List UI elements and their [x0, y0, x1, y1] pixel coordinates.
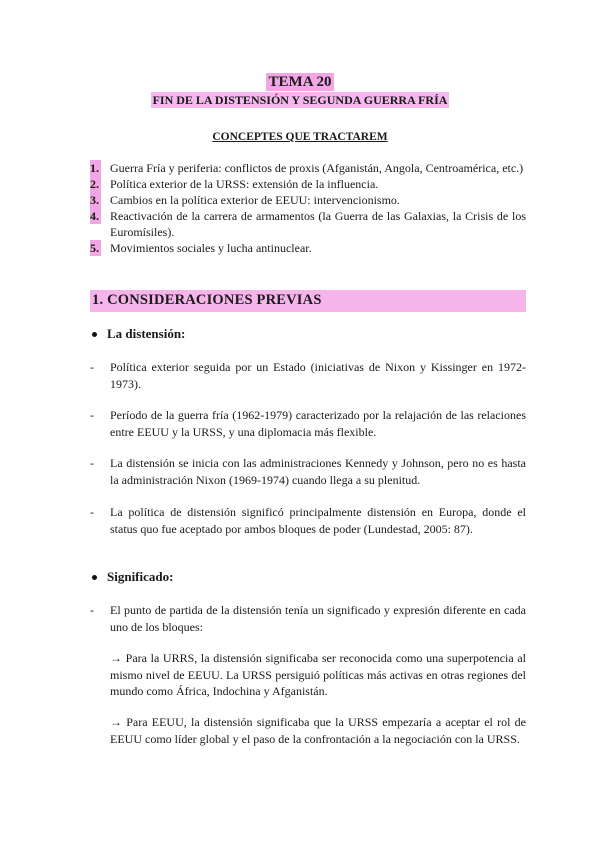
- paragraph: [90, 504, 526, 537]
- bullet-heading-distension: La distensión:: [90, 326, 185, 342]
- topic-text: Guerra Fría y periferia: conflictos de proxis (Afganistán, Angola, Centroamérica, etc.): [110, 161, 524, 175]
- paragraph-text: El punto de partida de la distensión tenía un significado y expresión diferente en cada uno de los bloques:: [110, 603, 526, 634]
- topic-text: Movimientos sociales y lucha antinuclear.: [110, 241, 312, 255]
- dash-marker: -: [90, 505, 94, 519]
- paragraph-text: La política de distensión significó principalmente distensión en Europa, donde el status quo fue aceptado por ambos bloques de poder (Lundestad, 2005: 87).: [110, 505, 526, 536]
- document-subtitle: FIN DE LA DISTENSIÓN Y SEGUNDA GUERRA FRÍA: [152, 93, 448, 107]
- topic-number: 2.: [90, 177, 99, 191]
- paragraph: [90, 455, 526, 488]
- paragraph: [90, 359, 526, 392]
- topics-list: [90, 160, 526, 256]
- dash-marker: -: [90, 456, 94, 470]
- paragraph-text: La distensión se inicia con las administraciones Kennedy y Johnson, pero no es hasta la administración Nixon (1969-1974) cuando llega a su plenitud.: [110, 456, 526, 487]
- topic-number: 4.: [90, 209, 99, 223]
- dash-marker: -: [90, 360, 94, 374]
- topic-item: [90, 208, 526, 240]
- paragraph-text: Política exterior seguida por un Estado (iniciativas de Nixon y Kissinger en 1972-1973).: [110, 360, 526, 391]
- sub-paragraph-eeuu: → Para EEUU, la distensión significaba que la URSS empezaría a aceptar el rol de EEUU como líder global y el paso de la confrontación a la negociación con la URSS.: [110, 715, 526, 746]
- sub-paragraph-urss: → Para la URRS, la distensión significaba ser reconocida como una superpotencia al mismo nivel de EEUU. La URSS persiguió políticas más activas en otras regiones del mundo como África, Indochina y Afganistán.: [110, 651, 526, 698]
- topic-text: Reactivación de la carrera de armamentos (la Guerra de las Galaxias, la Crisis de los Euromísiles).: [110, 209, 526, 239]
- topic-number: 3.: [90, 193, 99, 207]
- tema-title: TEMA 20: [0, 74, 600, 91]
- topic-text: Política exterior de la URSS: extensión de la influencia.: [110, 177, 379, 191]
- bullet-dot-icon: [92, 332, 97, 337]
- topic-item: [90, 176, 526, 192]
- topic-item: [90, 240, 526, 256]
- topic-number: 5.: [90, 241, 99, 255]
- concepts-heading: CONCEPTES QUE TRACTAREM: [212, 131, 388, 143]
- dash-marker: -: [90, 603, 94, 617]
- topic-item: [90, 160, 526, 176]
- topic-item: [90, 192, 526, 208]
- dash-marker: -: [90, 408, 94, 422]
- paragraph: [90, 602, 526, 635]
- topic-number: 1.: [90, 161, 99, 175]
- paragraph: [90, 407, 526, 440]
- bullet-dot-icon: [92, 575, 97, 580]
- paragraph-text: Período de la guerra fría (1962-1979) caracterizado por la relajación de las relaciones entre EEUU y la URSS, y una diplomacia más flexible.: [110, 408, 526, 439]
- topic-text: Cambios en la política exterior de EEUU: intervencionismo.: [110, 193, 400, 207]
- bullet-heading-significado: Significado:: [90, 569, 173, 585]
- section-title: 1. CONSIDERACIONES PREVIAS: [92, 292, 322, 308]
